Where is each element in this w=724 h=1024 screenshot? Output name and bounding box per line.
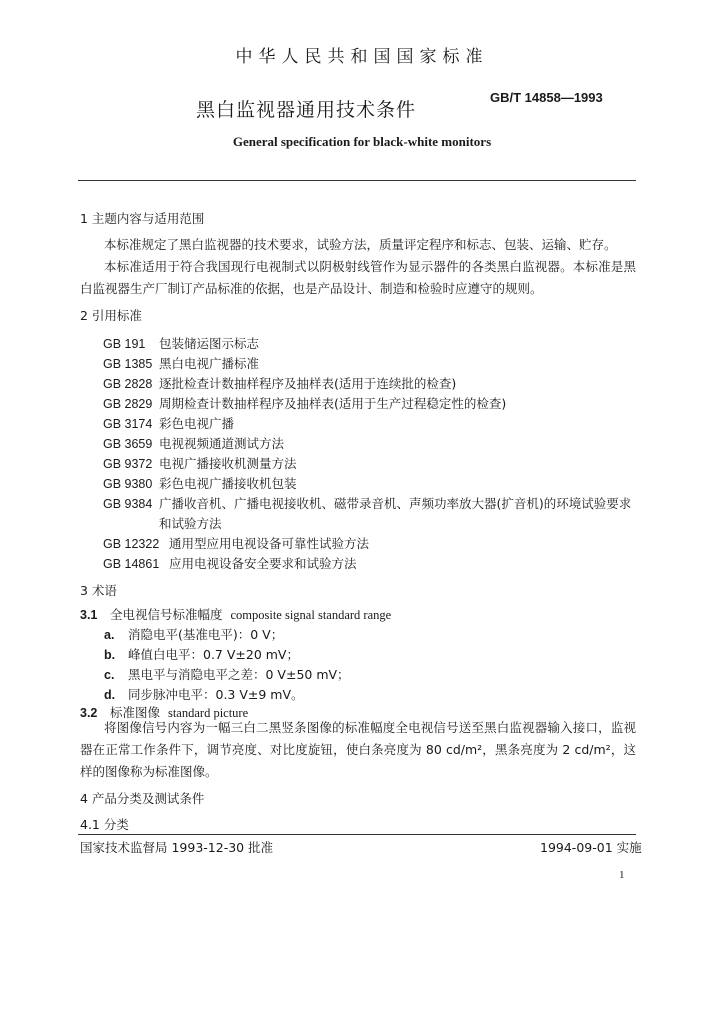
reference-item: GB 3659 电视视频通道测试方法: [103, 436, 285, 451]
reference-item: GB 1385 黑白电视广播标准: [103, 356, 260, 371]
definition-item: a. 消隐电平(基准电平)：0 V；: [104, 627, 284, 642]
reference-item: GB 191 包装储运图示标志: [103, 336, 260, 351]
reference-item: GB 14861 应用电视设备安全要求和试验方法: [103, 556, 357, 571]
document-title-cn: 黑白监视器通用技术条件: [196, 99, 417, 121]
reference-item: GB 9372 电视广播接收机测量方法: [103, 456, 297, 471]
standard-number: GB/T 14858—1993: [490, 90, 603, 105]
subsection-4-1-heading: 4.1 分类: [80, 817, 129, 832]
definition-item: c. 黑电平与消隐电平之差：0 V±50 mV；: [104, 667, 350, 682]
reference-item: GB 3174 彩色电视广播: [103, 416, 235, 431]
definition-item: b. 峰值白电平：0.7 V±20 mV；: [104, 647, 299, 662]
reference-item: GB 9380 彩色电视广播接收机包装: [103, 476, 297, 491]
approval-date: 国家技术监督局 1993-12-30 批准: [80, 840, 274, 855]
top-divider: [78, 180, 636, 181]
reference-item: GB 9384 广播收音机、广播电视接收机、磁带录音机、声频功率放大器(扩音机)的环境试验要求: [103, 496, 632, 511]
reference-item: GB 2829 周期检查计数抽样程序及抽样表(适用于生产过程稳定性的检查): [103, 396, 507, 411]
section-4-heading: 4 产品分类及测试条件: [80, 791, 205, 806]
section-1-heading: 1 主题内容与适用范围: [80, 211, 205, 226]
reference-item-continuation: 和试验方法: [159, 516, 222, 531]
section-2-heading: 2 引用标准: [80, 308, 142, 323]
implementation-date: 1994-09-01 实施: [540, 840, 642, 855]
subsection-3-1-heading: 3.1 全电视信号标准幅度 composite signal standard range: [80, 607, 392, 622]
section-3-heading: 3 术语: [80, 583, 117, 598]
subsection-3-2-heading: 3.2 标准图像 standard picture: [80, 705, 249, 720]
document-title-en: General specification for black-white monitors: [232, 134, 492, 149]
definition-item: d. 同步脉冲电平：0.3 V±9 mV。: [104, 687, 304, 702]
standard-header: 中华人民共和国国家标准: [235, 47, 489, 67]
bottom-divider: [78, 834, 636, 835]
section-1-paragraph-1: 本标准规定了黑白监视器的技术要求，试验方法，质量评定程序和标志、包装、运输、贮存。: [104, 237, 617, 252]
reference-item: GB 2828 逐批检查计数抽样程序及抽样表(适用于连续批的检查): [103, 376, 457, 391]
subsection-3-2-paragraph: 将图像信号内容为一幅三白二黑竖条图像的标准幅度全电视信号送至黑白监视器输入接口，监视器在正常工作条件下，调节亮度、对比度旋钮，使白条亮度为 80 cd/m²，黑条亮度为 2 cd/m²，这样的图像称为标准图像。: [80, 720, 636, 779]
page-number: 1: [619, 869, 625, 881]
section-1-paragraph-2: 本标准适用于符合我国现行电视制式以阴极射线管作为显示器件的各类黑白监视器。本标准是黑白监视器生产厂制订产品标准的依据，也是产品设计、制造和检验时应遵守的规则。: [80, 259, 636, 296]
reference-item: GB 12322 通用型应用电视设备可靠性试验方法: [103, 536, 370, 551]
